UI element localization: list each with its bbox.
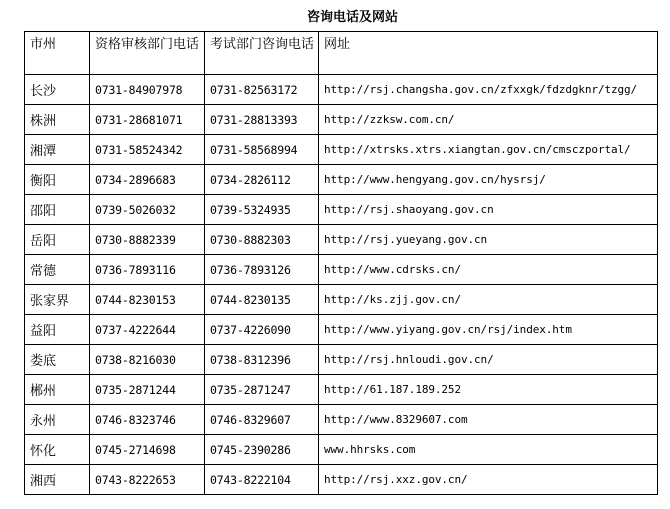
table-row — [25, 285, 658, 315]
header-city: 市州 — [25, 32, 90, 75]
cell-exam-phone: 0745-2390286 — [205, 435, 319, 465]
cell-city: 长沙 — [25, 75, 90, 105]
cell-review-phone: 0731-58524342 — [90, 135, 205, 165]
cell-review-phone: 0734-2896683 — [90, 165, 205, 195]
cell-city: 张家界 — [25, 285, 90, 315]
cell-website-link[interactable]: http://61.187.189.252 — [319, 375, 658, 405]
table-row — [25, 405, 658, 435]
cell-exam-phone: 0739-5324935 — [205, 195, 319, 225]
header-exam-phone: 考试部门咨询电话 — [205, 32, 319, 75]
table-row — [25, 435, 658, 465]
cell-website-link[interactable]: http://www.yiyang.gov.cn/rsj/index.htm — [319, 315, 658, 345]
table-row — [25, 105, 658, 135]
cell-city: 永州 — [25, 405, 90, 435]
table-row — [25, 315, 658, 345]
cell-website-link[interactable]: http://rsj.shaoyang.gov.cn — [319, 195, 658, 225]
cell-website-link[interactable]: http://xtrsks.xtrs.xiangtan.gov.cn/cmsczportal/ — [319, 135, 658, 165]
cell-website-link[interactable]: http://www.8329607.com — [319, 405, 658, 435]
cell-exam-phone: 0743-8222104 — [205, 465, 319, 495]
cell-exam-phone: 0734-2826112 — [205, 165, 319, 195]
cell-website-link[interactable]: www.hhrsks.com — [319, 435, 658, 465]
cell-exam-phone: 0731-82563172 — [205, 75, 319, 105]
cell-review-phone: 0735-2871244 — [90, 375, 205, 405]
cell-review-phone: 0743-8222653 — [90, 465, 205, 495]
cell-exam-phone: 0735-2871247 — [205, 375, 319, 405]
cell-city: 株洲 — [25, 105, 90, 135]
cell-review-phone: 0739-5026032 — [90, 195, 205, 225]
table-row — [25, 465, 658, 495]
cell-city: 常德 — [25, 255, 90, 285]
table-row — [25, 225, 658, 255]
cell-city: 郴州 — [25, 375, 90, 405]
cell-website-link[interactable]: http://rsj.hnloudi.gov.cn/ — [319, 345, 658, 375]
cell-exam-phone: 0731-58568994 — [205, 135, 319, 165]
cell-exam-phone: 0746-8329607 — [205, 405, 319, 435]
cell-city: 怀化 — [25, 435, 90, 465]
cell-city: 岳阳 — [25, 225, 90, 255]
table-header-row — [25, 32, 658, 75]
cell-exam-phone: 0736-7893126 — [205, 255, 319, 285]
table-row — [25, 375, 658, 405]
cell-review-phone: 0731-28681071 — [90, 105, 205, 135]
cell-review-phone: 0738-8216030 — [90, 345, 205, 375]
table-row — [25, 165, 658, 195]
page-title: 咨询电话及网站 — [306, 10, 398, 25]
cell-review-phone: 0730-8882339 — [90, 225, 205, 255]
cell-website-link[interactable]: http://rsj.yueyang.gov.cn — [319, 225, 658, 255]
cell-city: 湘西 — [25, 465, 90, 495]
cell-review-phone: 0744-8230153 — [90, 285, 205, 315]
cell-review-phone: 0746-8323746 — [90, 405, 205, 435]
cell-city: 衡阳 — [25, 165, 90, 195]
cell-exam-phone: 0744-8230135 — [205, 285, 319, 315]
cell-review-phone: 0745-2714698 — [90, 435, 205, 465]
table-row — [25, 255, 658, 285]
cell-review-phone: 0737-4222644 — [90, 315, 205, 345]
cell-website-link[interactable]: http://www.hengyang.gov.cn/hysrsj/ — [319, 165, 658, 195]
cell-website-link[interactable]: http://ks.zjj.gov.cn/ — [319, 285, 658, 315]
cell-city: 湘潭 — [25, 135, 90, 165]
table-row — [25, 195, 658, 225]
cell-website-link[interactable]: http://zzksw.com.cn/ — [319, 105, 658, 135]
table-row — [25, 345, 658, 375]
cell-exam-phone: 0730-8882303 — [205, 225, 319, 255]
cell-city: 益阳 — [25, 315, 90, 345]
table-body — [25, 75, 658, 495]
header-review-phone: 资格审核部门电话 — [90, 32, 205, 75]
cell-city: 娄底 — [25, 345, 90, 375]
header-website: 网址 — [319, 32, 658, 75]
cell-review-phone: 0731-84907978 — [90, 75, 205, 105]
cell-website-link[interactable]: http://www.cdrsks.cn/ — [319, 255, 658, 285]
table-row — [25, 75, 658, 105]
contact-table — [24, 31, 658, 495]
cell-website-link[interactable]: http://rsj.changsha.gov.cn/zfxxgk/fdzdgknr/tzgg/ — [319, 75, 658, 105]
cell-city: 邵阳 — [25, 195, 90, 225]
cell-exam-phone: 0737-4226090 — [205, 315, 319, 345]
cell-review-phone: 0736-7893116 — [90, 255, 205, 285]
cell-website-link[interactable]: http://rsj.xxz.gov.cn/ — [319, 465, 658, 495]
table-row — [25, 135, 658, 165]
cell-exam-phone: 0738-8312396 — [205, 345, 319, 375]
cell-exam-phone: 0731-28813393 — [205, 105, 319, 135]
